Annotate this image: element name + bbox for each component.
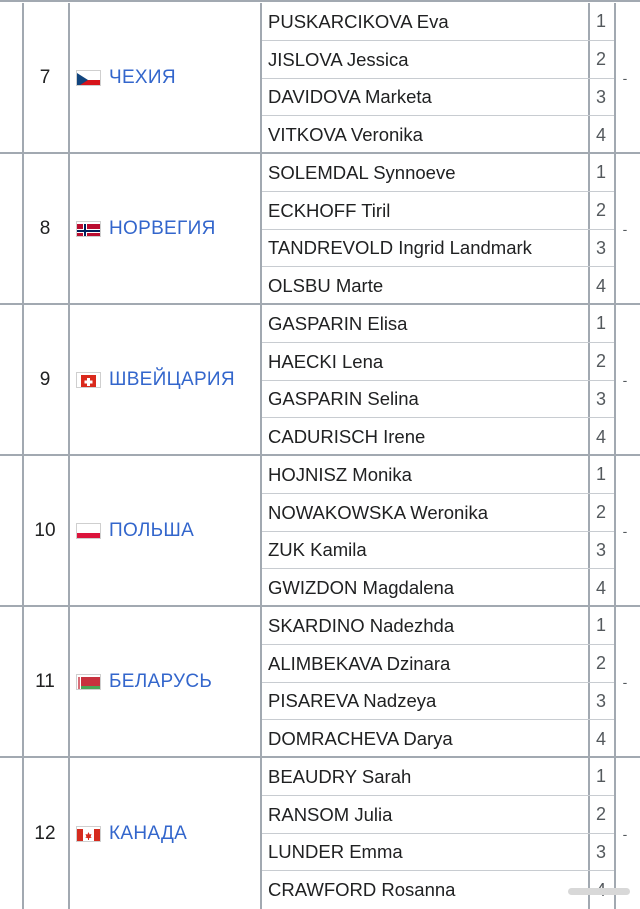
athlete-leg-number: 4 [595, 275, 606, 296]
country-link[interactable] [76, 305, 235, 454]
country-link[interactable] [76, 758, 187, 909]
result-cell: - [622, 220, 628, 237]
scrollbar-thumb[interactable] [568, 888, 630, 895]
country-name[interactable]: ШВЕЙЦАРИЯ [109, 368, 235, 390]
athlete-name: DOMRACHEVA Darya [268, 728, 453, 750]
athlete-row [262, 456, 614, 494]
athlete-row [262, 720, 614, 758]
athlete-name: ECKHOFF Tiril [268, 199, 391, 221]
country-link[interactable] [76, 3, 176, 152]
athlete-row [262, 569, 614, 607]
athlete-row [262, 267, 614, 305]
athlete-leg-number: 3 [595, 388, 606, 409]
column-divider [68, 3, 70, 152]
team-rank: 8 [39, 217, 51, 239]
result-cell: - [622, 522, 628, 539]
athlete-name: HAECKI Lena [268, 350, 384, 372]
athlete-leg-number: 1 [595, 464, 606, 485]
column-divider [68, 305, 70, 454]
athlete-name: BEAUDRY Sarah [268, 765, 412, 787]
athlete-row [262, 343, 614, 381]
athlete-leg-number: 3 [595, 539, 606, 560]
athlete-leg-number: 4 [595, 124, 606, 145]
athlete-row [262, 796, 614, 834]
column-divider [614, 3, 616, 152]
table-top-border [0, 0, 640, 2]
country-name[interactable]: ЧЕХИЯ [109, 66, 176, 88]
athlete-name: GASPARIN Selina [268, 388, 419, 410]
result-cell: - [622, 825, 628, 842]
athlete-row [262, 41, 614, 79]
switzerland-flag-icon [76, 372, 101, 388]
athlete-row [262, 871, 614, 909]
athlete-leg-number: 2 [595, 200, 606, 221]
athlete-row [262, 305, 614, 343]
czech-flag-icon [76, 70, 101, 86]
result-cell: - [622, 673, 628, 690]
athlete-leg-number: 1 [595, 313, 606, 334]
athlete-row [262, 418, 614, 456]
team-rank: 7 [39, 66, 51, 88]
country-link[interactable] [76, 154, 216, 303]
athlete-row [262, 230, 614, 268]
column-divider [68, 758, 70, 909]
athlete-list [262, 305, 614, 454]
column-divider [614, 305, 616, 454]
athlete-row [262, 116, 614, 154]
athlete-name: HOJNISZ Monika [268, 463, 412, 485]
athlete-name: SOLEMDAL Synnoeve [268, 161, 456, 183]
column-divider [614, 154, 616, 303]
athlete-leg-number: 3 [595, 86, 606, 107]
belarus-flag-icon [76, 674, 101, 690]
country-name[interactable]: НОРВЕГИЯ [109, 217, 216, 239]
canada-flag-icon [76, 826, 101, 842]
team-row [0, 3, 640, 154]
athlete-name: VITKOVA Veronika [268, 124, 423, 146]
athlete-row [262, 834, 614, 872]
team-rank: 11 [35, 670, 55, 692]
country-link[interactable] [76, 456, 194, 605]
country-name[interactable]: КАНАДА [109, 822, 188, 844]
athlete-leg-number: 2 [595, 49, 606, 70]
athlete-leg-number: 1 [595, 766, 606, 787]
athlete-name: TANDREVOLD Ingrid Landmark [268, 237, 532, 259]
team-row [0, 305, 640, 456]
team-row [0, 154, 640, 305]
athlete-leg-number: 4 [595, 426, 606, 447]
team-row [0, 758, 640, 909]
athlete-row [262, 79, 614, 117]
country-link[interactable] [76, 607, 212, 756]
norway-flag-icon [76, 221, 101, 237]
team-rank: 12 [34, 822, 56, 844]
athlete-name: JISLOVA Jessica [268, 48, 409, 70]
team-rank: 9 [39, 368, 51, 390]
athlete-name: ZUK Kamila [268, 539, 367, 561]
athlete-leg-number: 2 [595, 351, 606, 372]
column-divider [614, 456, 616, 605]
athlete-name: GASPARIN Elisa [268, 312, 408, 334]
result-cell: - [622, 69, 628, 86]
athlete-leg-number: 1 [595, 615, 606, 636]
athlete-name: OLSBU Marte [268, 275, 384, 297]
athlete-list [262, 607, 614, 756]
athlete-leg-number: 1 [595, 162, 606, 183]
athlete-name: CRAWFORD Rosanna [268, 879, 456, 901]
athlete-list [262, 456, 614, 605]
athlete-row [262, 683, 614, 721]
athlete-name: DAVIDOVA Marketa [268, 86, 432, 108]
country-name[interactable]: БЕЛАРУСЬ [109, 670, 213, 692]
athlete-leg-number: 2 [595, 804, 606, 825]
athlete-leg-number: 4 [595, 577, 606, 598]
athlete-leg-number: 3 [595, 690, 606, 711]
column-divider [68, 456, 70, 605]
athlete-leg-number: 1 [595, 11, 606, 32]
athlete-name: PISAREVA Nadzeya [268, 690, 437, 712]
team-rank: 10 [34, 519, 56, 541]
athlete-leg-number: 3 [595, 841, 606, 862]
athlete-leg-number: 3 [595, 237, 606, 258]
athlete-row [262, 381, 614, 419]
athlete-row [262, 758, 614, 796]
athlete-list [262, 154, 614, 303]
column-divider [68, 154, 70, 303]
athlete-name: NOWAKOWSKA Weronika [268, 501, 488, 523]
athlete-name: PUSKARCIKOVA Eva [268, 10, 449, 32]
athlete-row [262, 3, 614, 41]
team-row [0, 456, 640, 607]
athlete-name: GWIZDON Magdalena [268, 577, 455, 599]
column-divider [614, 758, 616, 909]
column-divider [614, 607, 616, 756]
country-name[interactable]: ПОЛЬША [109, 519, 195, 541]
athlete-row [262, 532, 614, 570]
athlete-name: RANSOM Julia [268, 803, 393, 825]
poland-flag-icon [76, 523, 101, 539]
column-divider [68, 607, 70, 756]
athlete-name: SKARDINO Nadezhda [268, 614, 455, 636]
result-cell: - [622, 371, 628, 388]
athlete-leg-number: 4 [595, 728, 606, 749]
athlete-list [262, 758, 614, 909]
athlete-row [262, 607, 614, 645]
athlete-name: ALIMBEKAVA Dzinara [268, 652, 451, 674]
athlete-row [262, 154, 614, 192]
athlete-leg-number: 2 [595, 653, 606, 674]
athlete-row [262, 494, 614, 532]
athlete-name: LUNDER Emma [268, 841, 403, 863]
team-row [0, 607, 640, 758]
athlete-leg-number: 2 [595, 502, 606, 523]
athlete-name: CADURISCH Irene [268, 426, 426, 448]
athlete-list [262, 3, 614, 152]
athlete-row [262, 192, 614, 230]
athlete-row [262, 645, 614, 683]
